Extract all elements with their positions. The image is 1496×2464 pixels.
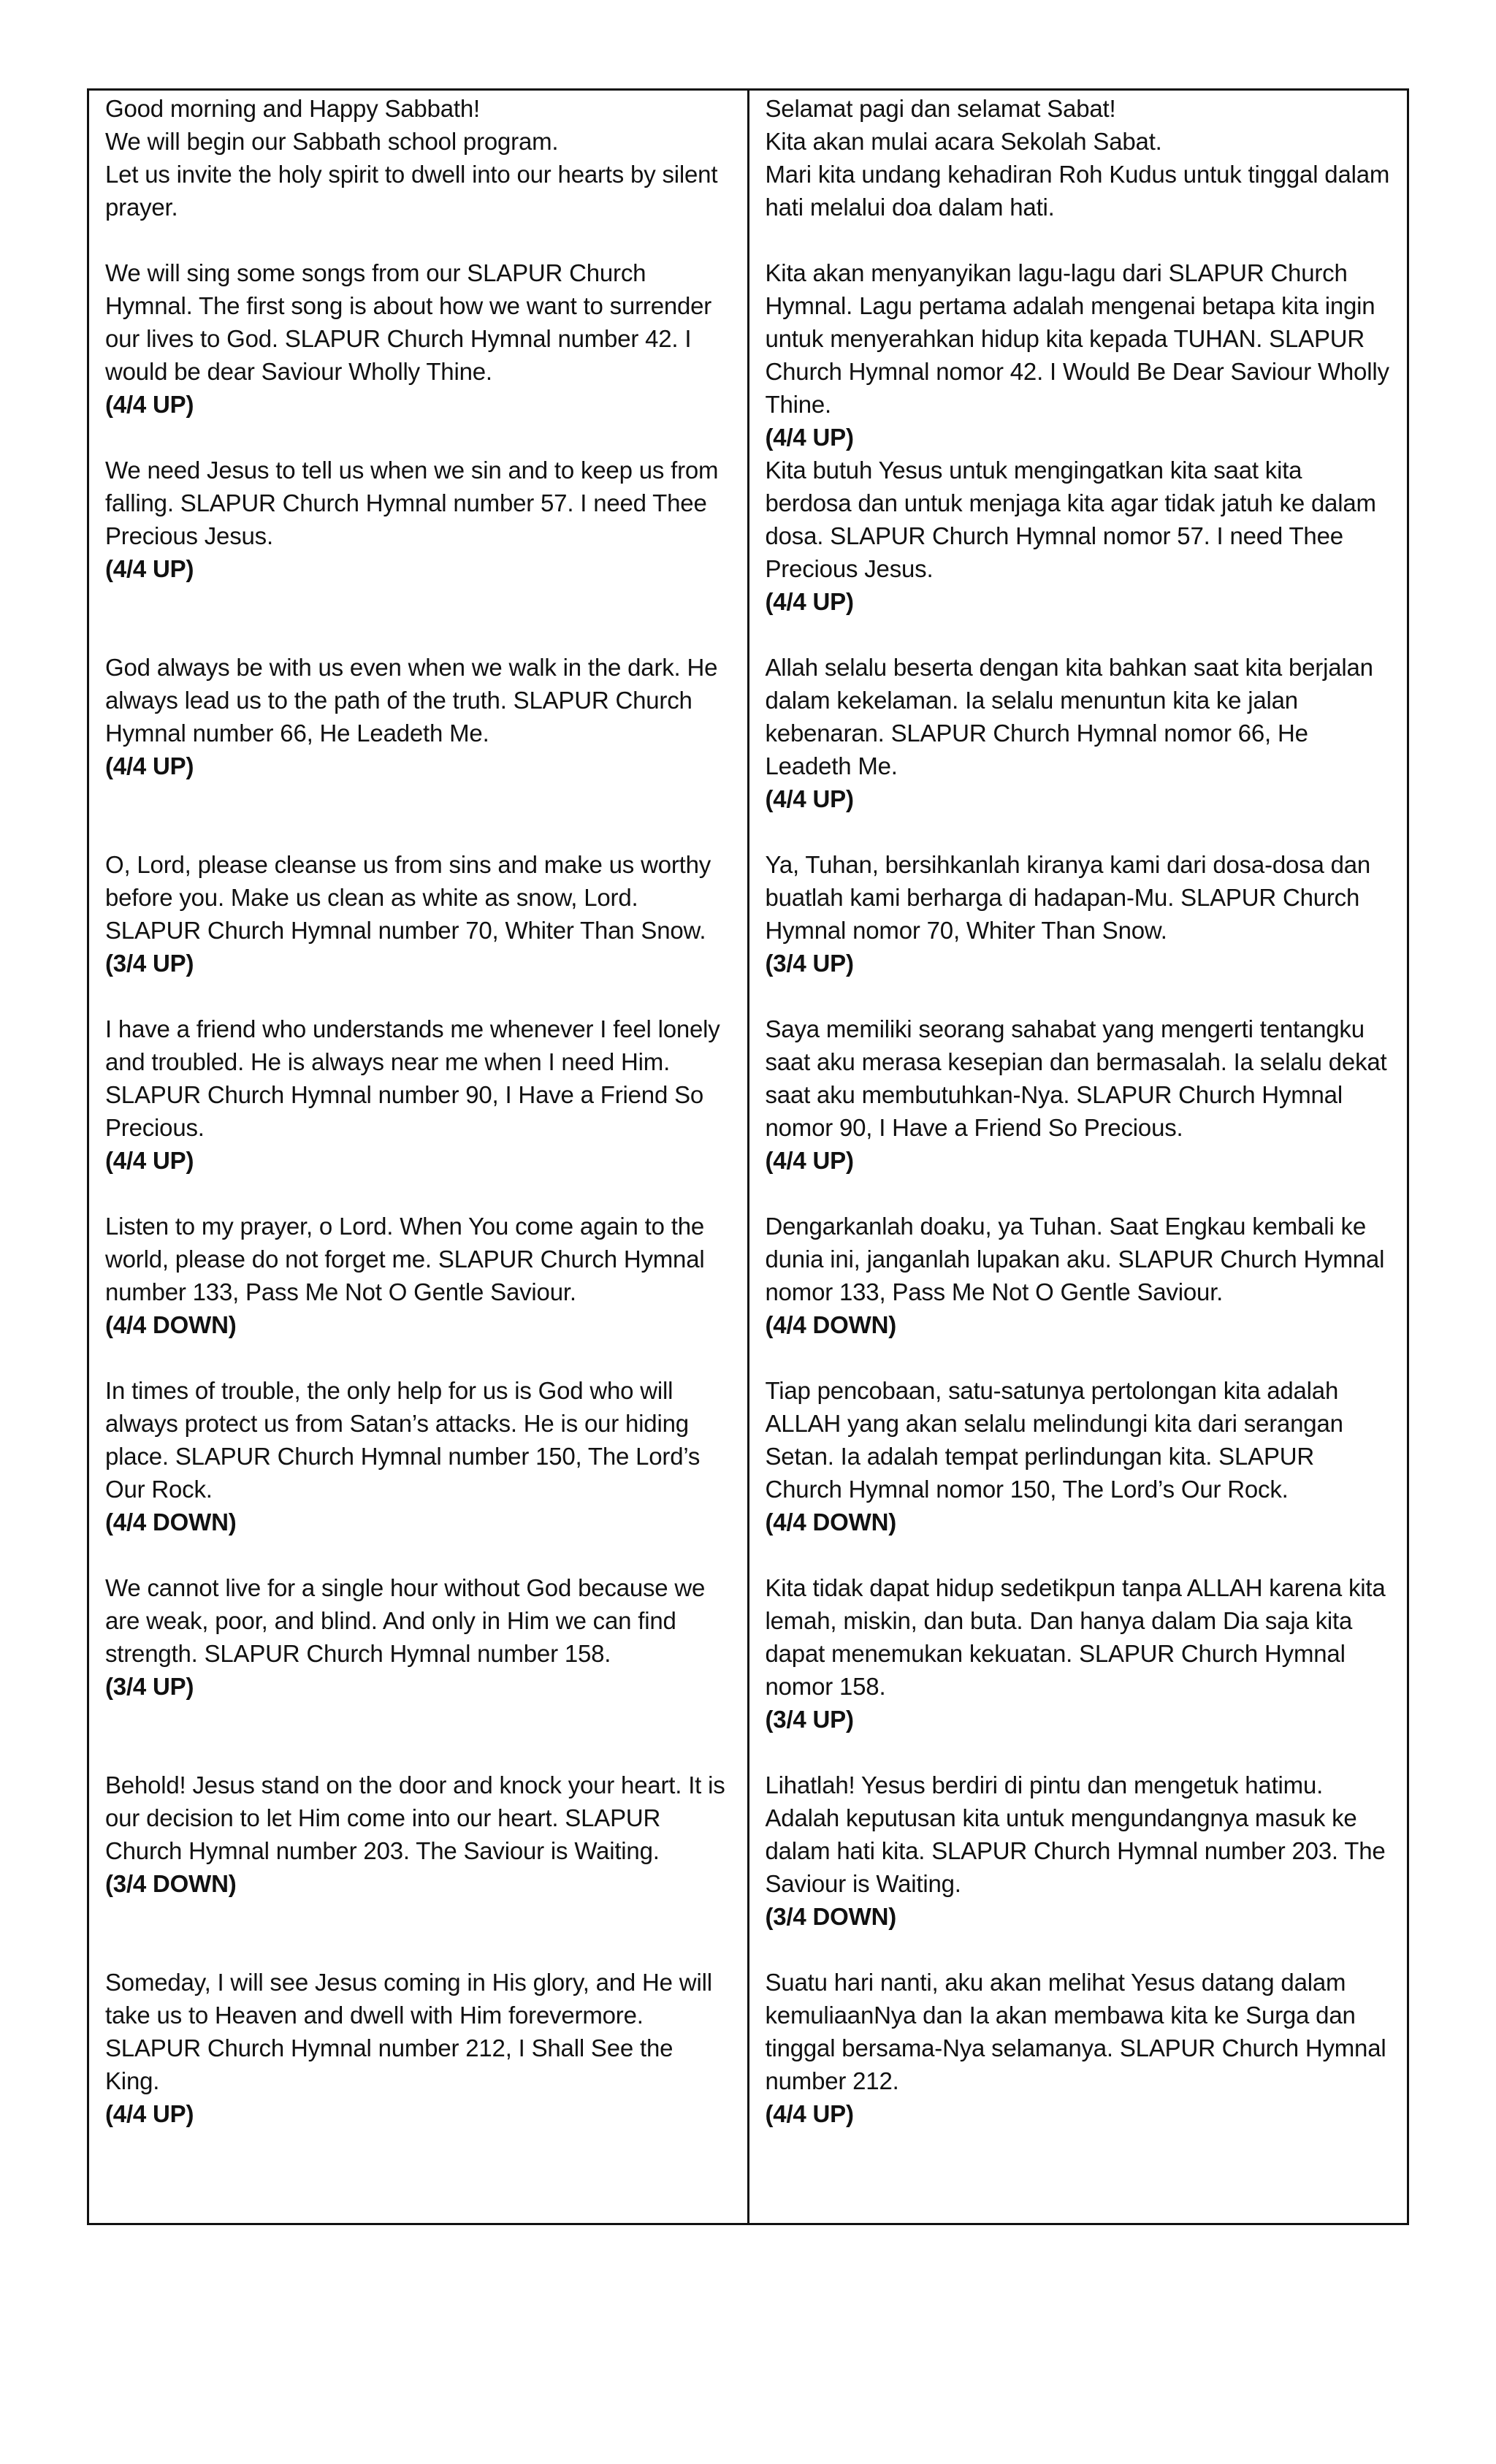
section-text: Ya, Tuhan, bersihkanlah kiranya kami dari dosa-dosa dan buatlah kami berharga di hadapan-Mu. SLAPUR Church Hymnal nomor 70, Whiter Than Snow. bbox=[765, 851, 1371, 944]
indonesian-column bbox=[747, 91, 1408, 2223]
meter-label: (4/4 UP) bbox=[765, 1147, 854, 1174]
indonesian-section-hymn-70 bbox=[766, 848, 1393, 1012]
english-column bbox=[89, 91, 747, 2223]
english-section-welcome bbox=[105, 92, 733, 224]
english-section-hymn-158 bbox=[105, 1571, 733, 1769]
section-text: Behold! Jesus stand on the door and knock your heart. It is our decision to let Him come into our heart. SLAPUR Church Hymnal number 203. The Saviour is Waiting. bbox=[105, 1771, 725, 1864]
meter-label: (3/4 UP) bbox=[105, 950, 194, 977]
english-section-hymn-42 bbox=[105, 256, 733, 454]
section-text: Tiap pencobaan, satu-satunya pertolongan kita adalah ALLAH yang akan selalu melindungi kita dari serangan Setan. Ia adalah tempat perlindungan kita. SLAPUR Church Hymnal nomor 150, The Lord’s Our Rock. bbox=[765, 1377, 1343, 1503]
section-text: I have a friend who understands me whenever I feel lonely and troubled. He is always near me when I need Him. SLAPUR Church Hymnal number 90, I Have a Friend So Precious. bbox=[105, 1015, 720, 1141]
meter-label: (4/4 UP) bbox=[765, 785, 854, 812]
indonesian-section-hymn-150 bbox=[766, 1374, 1393, 1571]
english-section-hymn-150 bbox=[105, 1374, 733, 1571]
bilingual-table bbox=[87, 88, 1409, 2225]
meter-label: (3/4 UP) bbox=[765, 950, 854, 977]
meter-label: (3/4 UP) bbox=[105, 1673, 194, 1700]
english-section-hymn-212 bbox=[105, 1966, 733, 2130]
indonesian-section-hymn-42 bbox=[766, 256, 1393, 454]
section-text: O, Lord, please cleanse us from sins and make us worthy before you. Make us clean as white as snow, Lord. SLAPUR Church Hymnal number 70, Whiter Than Snow. bbox=[105, 851, 711, 944]
meter-label: (4/4 DOWN) bbox=[105, 1508, 237, 1536]
meter-label: (4/4 UP) bbox=[765, 424, 854, 451]
section-text: In times of trouble, the only help for us is God who will always protect us from Satan’s attacks. He is our hiding place. SLAPUR Church Hymnal number 150, The Lord’s Our Rock. bbox=[105, 1377, 701, 1503]
section-text: Kita tidak dapat hidup sedetikpun tanpa ALLAH karena kita lemah, miskin, dan buta. Dan hanya dalam Dia saja kita dapat menemukan kekuatan. SLAPUR Church Hymnal nomor 158. bbox=[765, 1574, 1386, 1700]
indonesian-section-hymn-203 bbox=[766, 1769, 1393, 1966]
indonesian-section-hymn-133 bbox=[766, 1210, 1393, 1374]
english-section-hymn-203 bbox=[105, 1769, 733, 1966]
meter-label: (3/4 DOWN) bbox=[765, 1903, 897, 1930]
indonesian-section-hymn-57 bbox=[766, 454, 1393, 651]
section-text: We need Jesus to tell us when we sin and to keep us from falling. SLAPUR Church Hymnal number 57. I need Thee Precious Jesus. bbox=[105, 457, 719, 549]
section-text: Suatu hari nanti, aku akan melihat Yesus datang dalam kemuliaanNya dan Ia akan membawa kita ke Surga dan tinggal bersama-Nya selamanya. SLAPUR Church Hymnal number 212. bbox=[765, 1969, 1386, 2094]
section-text: Lihatlah! Yesus berdiri di pintu dan mengetuk hatimu. Adalah keputusan kita untuk mengundangnya masuk ke dalam hati kita. SLAPUR Church Hymnal number 203. The Saviour is Waiting. bbox=[765, 1771, 1386, 1897]
section-text: Good morning and Happy Sabbath! We will begin our Sabbath school program. Let us invite the holy spirit to dwell into our hearts by silent prayer. bbox=[105, 95, 718, 221]
section-text: Allah selalu beserta dengan kita bahkan saat kita berjalan dalam kekelaman. Ia selalu menuntun kita ke jalan kebenaran. SLAPUR Church Hymnal nomor 66, He Leadeth Me. bbox=[765, 654, 1373, 779]
english-section-hymn-66 bbox=[105, 651, 733, 848]
english-section-hymn-70 bbox=[105, 848, 733, 1012]
meter-label: (3/4 UP) bbox=[765, 1706, 854, 1733]
meter-label: (4/4 UP) bbox=[105, 391, 194, 418]
section-text: God always be with us even when we walk in the dark. He always lead us to the path of the truth. SLAPUR Church Hymnal number 66, He Leadeth Me. bbox=[105, 654, 718, 747]
indonesian-section-hymn-212 bbox=[766, 1966, 1393, 2130]
indonesian-section-hymn-66 bbox=[766, 651, 1393, 848]
section-text: Saya memiliki seorang sahabat yang mengerti tentangku saat aku merasa kesepian dan bermasalah. Ia selalu dekat saat aku membutuhkan-Nya. SLAPUR Church Hymnal nomor 90, I Have a Friend So Precious. bbox=[765, 1015, 1387, 1141]
english-section-hymn-133 bbox=[105, 1210, 733, 1374]
meter-label: (4/4 UP) bbox=[105, 1147, 194, 1174]
english-section-hymn-57 bbox=[105, 454, 733, 651]
section-text: Kita butuh Yesus untuk mengingatkan kita saat kita berdosa dan untuk menjaga kita agar tidak jatuh ke dalam dosa. SLAPUR Church Hymnal nomor 57. I need Thee Precious Jesus. bbox=[765, 457, 1376, 582]
indonesian-section-hymn-90 bbox=[766, 1012, 1393, 1210]
meter-label: (4/4 UP) bbox=[765, 588, 854, 615]
meter-label: (4/4 DOWN) bbox=[765, 1311, 897, 1338]
section-text: Listen to my prayer, o Lord. When You come again to the world, please do not forget me. SLAPUR Church Hymnal number 133, Pass Me Not O Gentle Saviour. bbox=[105, 1213, 705, 1305]
section-text: Someday, I will see Jesus coming in His glory, and He will take us to Heaven and dwell with Him forevermore. SLAPUR Church Hymnal number 212, I Shall See the King. bbox=[105, 1969, 712, 2094]
meter-label: (4/4 UP) bbox=[105, 555, 194, 582]
meter-label: (4/4 DOWN) bbox=[105, 1311, 237, 1338]
meter-label: (4/4 DOWN) bbox=[765, 1508, 897, 1536]
indonesian-section-welcome bbox=[766, 92, 1393, 224]
meter-label: (4/4 UP) bbox=[105, 752, 194, 779]
meter-label: (4/4 UP) bbox=[765, 2100, 854, 2127]
meter-label: (3/4 DOWN) bbox=[105, 1870, 237, 1897]
section-text: Dengarkanlah doaku, ya Tuhan. Saat Engkau kembali ke dunia ini, janganlah lupakan aku. SLAPUR Church Hymnal nomor 133, Pass Me Not O Gentle Saviour. bbox=[765, 1213, 1385, 1305]
indonesian-section-hymn-158 bbox=[766, 1571, 1393, 1769]
meter-label: (4/4 UP) bbox=[105, 2100, 194, 2127]
section-text: We will sing some songs from our SLAPUR Church Hymnal. The first song is about how we want to surrender our lives to God. SLAPUR Church Hymnal number 42. I would be dear Saviour Wholly Thine. bbox=[105, 259, 712, 385]
english-section-hymn-90 bbox=[105, 1012, 733, 1210]
section-text: Kita akan menyanyikan lagu-lagu dari SLAPUR Church Hymnal. Lagu pertama adalah mengenai betapa kita ingin untuk menyerahkan hidup kita kepada TUHAN. SLAPUR Church Hymnal nomor 42. I Would Be Dear Saviour Wholly Thine. bbox=[765, 259, 1389, 418]
section-text: Selamat pagi dan selamat Sabat! Kita akan mulai acara Sekolah Sabat. Mari kita undang kehadiran Roh Kudus untuk tinggal dalam hati melalui doa dalam hati. bbox=[765, 95, 1390, 221]
section-text: We cannot live for a single hour without God because we are weak, poor, and blind. And only in Him we can find strength. SLAPUR Church Hymnal number 158. bbox=[105, 1574, 706, 1667]
